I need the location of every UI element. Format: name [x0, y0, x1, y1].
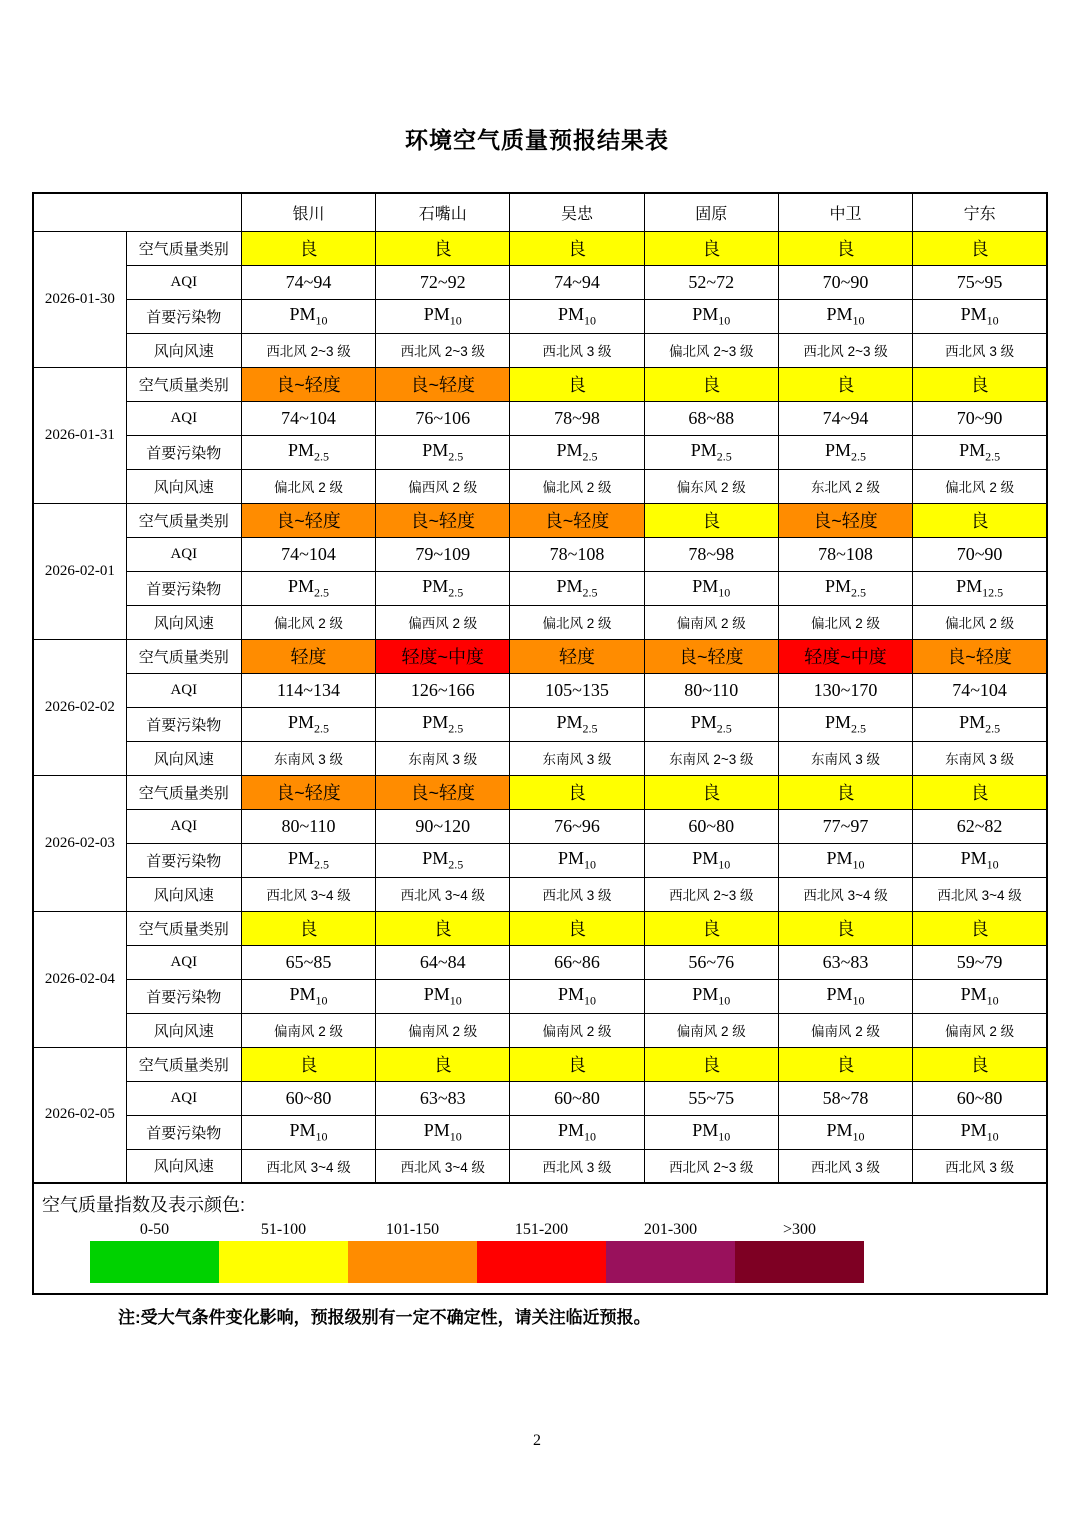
pollutant-cell: $PM_{2.5}$ [376, 707, 510, 741]
pollutant-cell: $PM_{10}$ [241, 979, 375, 1013]
aqi-cell: 114~134 [241, 673, 375, 707]
table-row [33, 1149, 1047, 1183]
table-row [33, 707, 1047, 741]
wind-cell: 西北风 2~3 级 [644, 1149, 778, 1183]
pollutant-cell: $PM_{10}$ [913, 299, 1047, 333]
wind-cell: 西北风 2~3 级 [644, 877, 778, 911]
wind-cell: 西北风 2~3 级 [376, 333, 510, 367]
wind-cell: 西北风 3~4 级 [241, 877, 375, 911]
table-row [33, 333, 1047, 367]
category-cell: 良~轻度 [376, 775, 510, 809]
legend-color-swatch [219, 1241, 348, 1283]
wind-cell: 西北风 2~3 级 [241, 333, 375, 367]
legend-labels [90, 1221, 864, 1241]
wind-cell: 东南风 3 级 [913, 741, 1047, 775]
wind-cell: 偏西风 2 级 [376, 605, 510, 639]
category-cell: 良~轻度 [241, 367, 375, 401]
category-cell: 良 [510, 367, 644, 401]
pollutant-cell: $PM_{10}$ [913, 979, 1047, 1013]
category-cell: 良 [913, 911, 1047, 945]
date-cell: 2026-02-03 [33, 775, 126, 911]
wind-cell: 偏北风 2 级 [913, 469, 1047, 503]
legend-range-label: 0-50 [139, 1221, 170, 1238]
pollutant-cell: $PM_{2.5}$ [376, 571, 510, 605]
date-cell: 2026-02-04 [33, 911, 126, 1047]
wind-cell: 西北风 3 级 [913, 1149, 1047, 1183]
pollutant-cell: $PM_{2.5}$ [510, 571, 644, 605]
category-cell: 良 [241, 1047, 375, 1081]
row-label-pollutant: 首要污染物 [126, 299, 241, 333]
table-row [33, 775, 1047, 809]
category-cell: 良 [644, 367, 778, 401]
row-label-aqi: AQI [126, 945, 241, 979]
row-label-pollutant: 首要污染物 [126, 707, 241, 741]
legend-range-label: 101-150 [385, 1221, 440, 1238]
pollutant-cell: $PM_{2.5}$ [644, 707, 778, 741]
row-label-pollutant: 首要污染物 [126, 979, 241, 1013]
aqi-cell: 80~110 [241, 809, 375, 843]
table-row [33, 231, 1047, 265]
city-header-cell: 中卫 [778, 193, 912, 231]
wind-cell: 东南风 3 级 [510, 741, 644, 775]
legend-range-label: 151-200 [514, 1221, 569, 1238]
table-row [33, 843, 1047, 877]
wind-cell: 东南风 2~3 级 [644, 741, 778, 775]
aqi-cell: 68~88 [644, 401, 778, 435]
row-label-wind: 风向风速 [126, 1013, 241, 1047]
pollutant-cell: $PM_{2.5}$ [241, 435, 375, 469]
pollutant-cell: $PM_{10}$ [778, 299, 912, 333]
aqi-cell: 72~92 [376, 265, 510, 299]
city-header-cell: 石嘴山 [376, 193, 510, 231]
forecast-table-body [33, 231, 1047, 1183]
table-row [33, 435, 1047, 469]
category-cell: 良~轻度 [644, 639, 778, 673]
wind-cell: 偏东风 2 级 [644, 469, 778, 503]
aqi-cell: 74~94 [510, 265, 644, 299]
legend-color-swatch [477, 1241, 606, 1283]
table-row [33, 673, 1047, 707]
table-row [33, 605, 1047, 639]
aqi-cell: 79~109 [376, 537, 510, 571]
aqi-cell: 52~72 [644, 265, 778, 299]
row-label-aqi: AQI [126, 809, 241, 843]
wind-cell: 偏北风 2 级 [510, 605, 644, 639]
aqi-legend [32, 1184, 1048, 1295]
category-cell: 良 [644, 1047, 778, 1081]
legend-range-label: >300 [782, 1221, 817, 1238]
pollutant-cell: $PM_{2.5}$ [376, 843, 510, 877]
pollutant-cell: $PM_{2.5}$ [778, 435, 912, 469]
aqi-cell: 105~135 [510, 673, 644, 707]
category-cell: 良 [913, 1047, 1047, 1081]
pollutant-cell: $PM_{10}$ [376, 299, 510, 333]
wind-cell: 东南风 3 级 [778, 741, 912, 775]
pollutant-cell: $PM_{2.5}$ [241, 707, 375, 741]
wind-cell: 西北风 3~4 级 [241, 1149, 375, 1183]
table-row [33, 877, 1047, 911]
category-cell: 良~轻度 [376, 367, 510, 401]
row-label-category: 空气质量类别 [126, 775, 241, 809]
category-cell: 良 [644, 911, 778, 945]
row-label-category: 空气质量类别 [126, 1047, 241, 1081]
row-label-pollutant: 首要污染物 [126, 435, 241, 469]
city-header-cell: 宁东 [913, 193, 1047, 231]
legend-scale [90, 1221, 864, 1283]
pollutant-cell: $PM_{10}$ [241, 299, 375, 333]
wind-cell: 偏北风 2~3 级 [644, 333, 778, 367]
pollutant-cell: $PM_{10}$ [778, 1115, 912, 1149]
table-row [33, 401, 1047, 435]
aqi-cell: 74~104 [241, 401, 375, 435]
wind-cell: 偏南风 2 级 [510, 1013, 644, 1047]
legend-title: 空气质量指数及表示颜色: [42, 1195, 245, 1215]
table-row [33, 911, 1047, 945]
pollutant-cell: $PM_{10}$ [778, 979, 912, 1013]
wind-cell: 偏北风 2 级 [241, 469, 375, 503]
pollutant-cell: $PM_{10}$ [510, 299, 644, 333]
category-cell: 良 [376, 1047, 510, 1081]
city-header-row [33, 193, 1047, 231]
pollutant-cell: $PM_{10}$ [913, 843, 1047, 877]
aqi-cell: 62~82 [913, 809, 1047, 843]
legend-color-swatch [348, 1241, 477, 1283]
pollutant-cell: $PM_{2.5}$ [241, 571, 375, 605]
aqi-cell: 74~104 [241, 537, 375, 571]
table-row [33, 1013, 1047, 1047]
row-label-wind: 风向风速 [126, 605, 241, 639]
pollutant-cell: $PM_{10}$ [376, 979, 510, 1013]
aqi-cell: 126~166 [376, 673, 510, 707]
pollutant-cell: $PM_{2.5}$ [241, 843, 375, 877]
wind-cell: 东南风 3 级 [376, 741, 510, 775]
category-cell: 良 [644, 775, 778, 809]
pollutant-cell: $PM_{2.5}$ [778, 707, 912, 741]
pollutant-cell: $PM_{10}$ [644, 979, 778, 1013]
pollutant-cell: $PM_{10}$ [644, 571, 778, 605]
pollutant-cell: $PM_{2.5}$ [510, 707, 644, 741]
table-row [33, 469, 1047, 503]
city-header-cell: 吴忠 [510, 193, 644, 231]
category-cell: 良~轻度 [778, 503, 912, 537]
aqi-cell: 80~110 [644, 673, 778, 707]
wind-cell: 偏西风 2 级 [376, 469, 510, 503]
forecast-note: 注:受大气条件变化影响，预报级别有一定不确定性，请关注临近预报。 [118, 1308, 651, 1327]
pollutant-cell: $PM_{10}$ [644, 299, 778, 333]
wind-cell: 偏南风 2 级 [778, 1013, 912, 1047]
legend-color-swatch [90, 1241, 219, 1283]
category-cell: 轻度~中度 [778, 639, 912, 673]
date-cell: 2026-01-31 [33, 367, 126, 503]
category-cell: 良 [913, 775, 1047, 809]
table-row [33, 571, 1047, 605]
aqi-cell: 60~80 [913, 1081, 1047, 1115]
header-corner-cell [33, 193, 241, 231]
aqi-cell: 75~95 [913, 265, 1047, 299]
aqi-cell: 70~90 [913, 537, 1047, 571]
row-label-category: 空气质量类别 [126, 367, 241, 401]
table-row [33, 979, 1047, 1013]
table-row [33, 741, 1047, 775]
category-cell: 良 [510, 911, 644, 945]
wind-cell: 西北风 3~4 级 [376, 1149, 510, 1183]
aqi-cell: 66~86 [510, 945, 644, 979]
category-cell: 良 [778, 367, 912, 401]
wind-cell: 偏北风 2 级 [913, 605, 1047, 639]
category-cell: 良 [778, 1047, 912, 1081]
category-cell: 良~轻度 [241, 775, 375, 809]
aqi-cell: 63~83 [376, 1081, 510, 1115]
table-row [33, 1115, 1047, 1149]
aqi-cell: 60~80 [241, 1081, 375, 1115]
wind-cell: 西北风 3~4 级 [913, 877, 1047, 911]
legend-blocks [90, 1241, 864, 1283]
forecast-table-head [33, 193, 1047, 231]
row-label-category: 空气质量类别 [126, 639, 241, 673]
category-cell: 良 [778, 231, 912, 265]
aqi-cell: 74~94 [778, 401, 912, 435]
pollutant-cell: $PM_{2.5}$ [913, 707, 1047, 741]
row-label-wind: 风向风速 [126, 333, 241, 367]
category-cell: 良~轻度 [241, 503, 375, 537]
forecast-table [32, 192, 1048, 1184]
category-cell: 良~轻度 [510, 503, 644, 537]
aqi-cell: 70~90 [778, 265, 912, 299]
row-label-wind: 风向风速 [126, 741, 241, 775]
aqi-cell: 76~96 [510, 809, 644, 843]
category-cell: 良 [913, 367, 1047, 401]
wind-cell: 西北风 3 级 [913, 333, 1047, 367]
aqi-cell: 60~80 [510, 1081, 644, 1115]
legend-color-swatch [606, 1241, 735, 1283]
row-label-category: 空气质量类别 [126, 911, 241, 945]
category-cell: 良 [913, 231, 1047, 265]
wind-cell: 西北风 3~4 级 [376, 877, 510, 911]
wind-cell: 东北风 2 级 [778, 469, 912, 503]
row-label-aqi: AQI [126, 537, 241, 571]
aqi-cell: 74~94 [241, 265, 375, 299]
pollutant-cell: $PM_{2.5}$ [510, 435, 644, 469]
category-cell: 良~轻度 [913, 639, 1047, 673]
pollutant-cell: $PM_{12.5}$ [913, 571, 1047, 605]
pollutant-cell: $PM_{10}$ [241, 1115, 375, 1149]
wind-cell: 偏北风 2 级 [510, 469, 644, 503]
aqi-cell: 60~80 [644, 809, 778, 843]
category-cell: 良 [241, 231, 375, 265]
table-row [33, 265, 1047, 299]
pollutant-cell: $PM_{10}$ [510, 843, 644, 877]
wind-cell: 偏南风 2 级 [913, 1013, 1047, 1047]
table-row [33, 503, 1047, 537]
wind-cell: 偏南风 2 级 [644, 1013, 778, 1047]
category-cell: 良 [241, 911, 375, 945]
legend-range-label: 201-300 [643, 1221, 698, 1238]
row-label-pollutant: 首要污染物 [126, 1115, 241, 1149]
category-cell: 良 [778, 775, 912, 809]
category-cell: 良 [510, 1047, 644, 1081]
table-row [33, 367, 1047, 401]
category-cell: 良~轻度 [376, 503, 510, 537]
date-cell: 2026-01-30 [33, 231, 126, 367]
category-cell: 良 [510, 231, 644, 265]
aqi-cell: 74~104 [913, 673, 1047, 707]
pollutant-cell: $PM_{10}$ [644, 843, 778, 877]
table-row [33, 945, 1047, 979]
category-cell: 良 [778, 911, 912, 945]
row-label-pollutant: 首要污染物 [126, 571, 241, 605]
table-row [33, 537, 1047, 571]
date-cell: 2026-02-01 [33, 503, 126, 639]
wind-cell: 偏南风 2 级 [376, 1013, 510, 1047]
aqi-cell: 90~120 [376, 809, 510, 843]
aqi-cell: 56~76 [644, 945, 778, 979]
legend-range-label: 51-100 [260, 1221, 307, 1238]
row-label-category: 空气质量类别 [126, 503, 241, 537]
city-header-cell: 固原 [644, 193, 778, 231]
pollutant-cell: $PM_{2.5}$ [778, 571, 912, 605]
category-cell: 良 [376, 911, 510, 945]
aqi-cell: 130~170 [778, 673, 912, 707]
category-cell: 轻度 [241, 639, 375, 673]
category-cell: 轻度~中度 [376, 639, 510, 673]
pollutant-cell: $PM_{10}$ [376, 1115, 510, 1149]
table-row [33, 1081, 1047, 1115]
category-cell: 良 [510, 775, 644, 809]
row-label-wind: 风向风速 [126, 469, 241, 503]
aqi-cell: 78~98 [644, 537, 778, 571]
pollutant-cell: $PM_{10}$ [913, 1115, 1047, 1149]
row-label-category: 空气质量类别 [126, 231, 241, 265]
pollutant-cell: $PM_{2.5}$ [376, 435, 510, 469]
wind-cell: 偏南风 2 级 [644, 605, 778, 639]
aqi-cell: 63~83 [778, 945, 912, 979]
wind-cell: 东南风 3 级 [241, 741, 375, 775]
wind-cell: 偏北风 2 级 [241, 605, 375, 639]
aqi-cell: 77~97 [778, 809, 912, 843]
aqi-cell: 58~78 [778, 1081, 912, 1115]
wind-cell: 西北风 3 级 [778, 1149, 912, 1183]
row-label-aqi: AQI [126, 673, 241, 707]
row-label-wind: 风向风速 [126, 1149, 241, 1183]
category-cell: 良 [913, 503, 1047, 537]
row-label-wind: 风向风速 [126, 877, 241, 911]
wind-cell: 西北风 3 级 [510, 1149, 644, 1183]
pollutant-cell: $PM_{10}$ [510, 979, 644, 1013]
category-cell: 良 [644, 503, 778, 537]
row-label-aqi: AQI [126, 265, 241, 299]
city-header-cell: 银川 [241, 193, 375, 231]
pollutant-cell: $PM_{10}$ [778, 843, 912, 877]
aqi-cell: 65~85 [241, 945, 375, 979]
row-label-aqi: AQI [126, 401, 241, 435]
table-row [33, 299, 1047, 333]
aqi-cell: 70~90 [913, 401, 1047, 435]
wind-cell: 偏南风 2 级 [241, 1013, 375, 1047]
aqi-cell: 55~75 [644, 1081, 778, 1115]
category-cell: 良 [376, 231, 510, 265]
pollutant-cell: $PM_{10}$ [644, 1115, 778, 1149]
date-cell: 2026-02-02 [33, 639, 126, 775]
pollutant-cell: $PM_{10}$ [510, 1115, 644, 1149]
pollutant-cell: $PM_{2.5}$ [644, 435, 778, 469]
aqi-cell: 78~108 [778, 537, 912, 571]
aqi-cell: 76~106 [376, 401, 510, 435]
wind-cell: 西北风 3 级 [510, 877, 644, 911]
pollutant-cell: $PM_{2.5}$ [913, 435, 1047, 469]
table-row [33, 1047, 1047, 1081]
table-row [33, 809, 1047, 843]
wind-cell: 西北风 3 级 [510, 333, 644, 367]
legend-color-swatch [735, 1241, 864, 1283]
row-label-pollutant: 首要污染物 [126, 843, 241, 877]
wind-cell: 偏北风 2 级 [778, 605, 912, 639]
page-number: 2 [533, 1432, 541, 1449]
table-row [33, 639, 1047, 673]
row-label-aqi: AQI [126, 1081, 241, 1115]
wind-cell: 西北风 3~4 级 [778, 877, 912, 911]
aqi-cell: 64~84 [376, 945, 510, 979]
category-cell: 良 [644, 231, 778, 265]
aqi-cell: 78~108 [510, 537, 644, 571]
aqi-cell: 78~98 [510, 401, 644, 435]
page-title: 环境空气质量预报结果表 [405, 127, 669, 153]
wind-cell: 西北风 2~3 级 [778, 333, 912, 367]
date-cell: 2026-02-05 [33, 1047, 126, 1183]
aqi-cell: 59~79 [913, 945, 1047, 979]
category-cell: 轻度 [510, 639, 644, 673]
